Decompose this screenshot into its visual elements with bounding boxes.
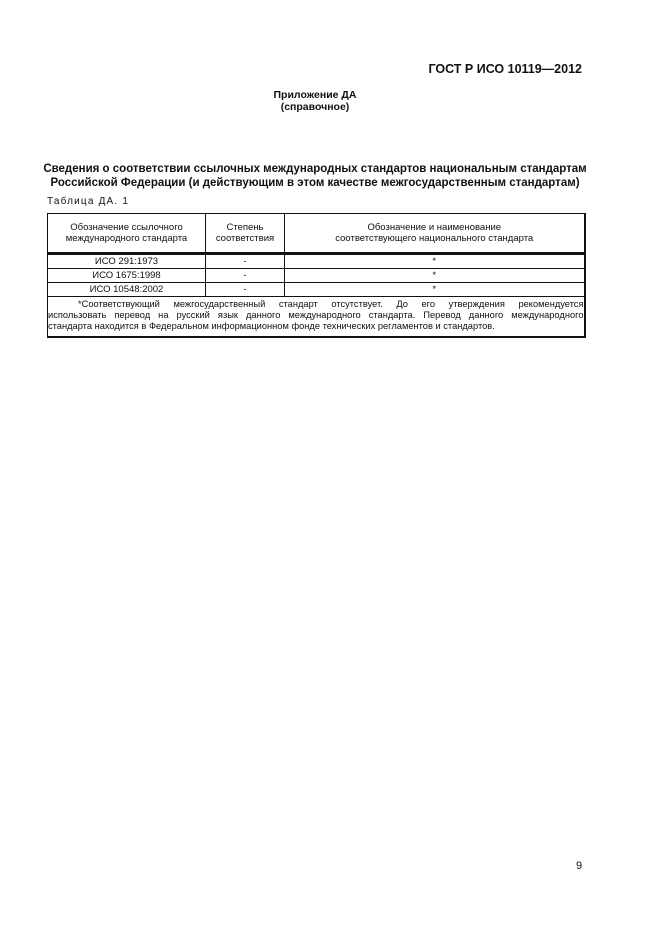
cell-degree: - <box>206 283 285 297</box>
section-title <box>0 163 630 190</box>
cell-degree: - <box>206 254 285 269</box>
cell-national: * <box>285 254 585 269</box>
cell-standard: ИСО 1675:1998 <box>48 269 206 283</box>
table-caption: Таблица ДА. 1 <box>47 196 130 207</box>
annex-heading <box>0 89 630 113</box>
page-number: 9 <box>576 860 583 872</box>
table-row <box>48 269 585 283</box>
section-title-line-1: Сведения о соответствии ссылочных международных стандартов национальным стандартам <box>43 163 587 175</box>
correspondence-table <box>47 213 586 338</box>
cell-national: * <box>285 283 585 297</box>
footnote-line-1: *Соответствующий межгосударственный стандарт отсутствует. До его утверждения рекомендуется <box>78 299 584 309</box>
table-header-row <box>48 214 585 254</box>
annex-title: Приложение ДА <box>273 89 357 101</box>
annex-subtitle: (справочное) <box>280 101 350 113</box>
cell-degree: - <box>206 269 285 283</box>
cell-standard: ИСО 291:1973 <box>48 254 206 269</box>
cell-standard: ИСО 10548:2002 <box>48 283 206 297</box>
table-footnote <box>48 297 585 338</box>
header-national-standard: Обозначение и наименование соответствующего национального стандарта <box>285 214 585 254</box>
header-international-standard: Обозначение ссылочного международного стандарта <box>48 214 206 254</box>
section-title-line-2: Российской Федерации (и действующим в этом качестве межгосударственным стандартам) <box>50 176 580 189</box>
table-footnote-row <box>48 297 585 338</box>
document-code: ГОСТ Р ИСО 10119—2012 <box>428 62 582 76</box>
table-row <box>48 254 585 269</box>
table-row <box>48 283 585 297</box>
header-degree-of-correspondence: Степень соответствия <box>206 214 285 254</box>
footnote-line-3: стандарта находится в Федеральном информационном фонде технических регламентов и стандартов. <box>48 321 495 331</box>
footnote-line-2: использовать перевод на русский язык данного международного стандарта. Перевод данного международного <box>48 310 584 320</box>
cell-national: * <box>285 269 585 283</box>
